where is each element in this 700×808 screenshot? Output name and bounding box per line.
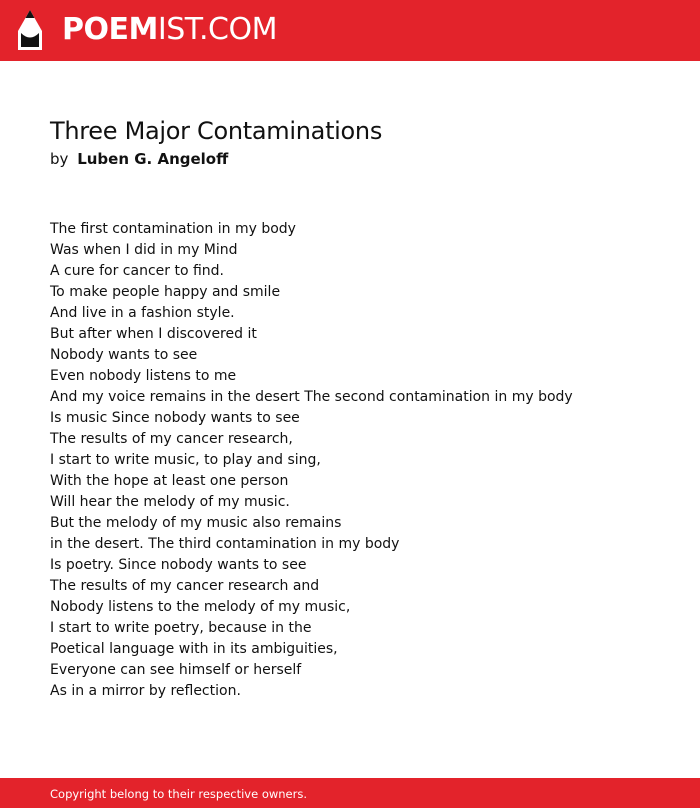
logo-light-text: IST.COM [157,12,277,47]
poem-line: To make people happy and smile [50,284,281,300]
poem-line: Even nobody listens to me [50,368,237,384]
poem-line: Is poetry. Since nobody wants to see [50,557,307,573]
poem-line: The first contamination in my body [50,221,296,237]
poem-line: Is music Since nobody wants to see [50,410,300,426]
poem-line: The results of my cancer research, [50,431,293,447]
poem-line: But after when I discovered it [50,326,257,342]
poem-body [50,219,670,702]
poem-line: And my voice remains in the desert The second contamination in my body [50,389,573,405]
pencil-icon [17,9,43,51]
poem-line: Nobody listens to the melody of my music, [50,599,351,615]
by-label: by [50,150,69,168]
poem-line: in the desert. The third contamination in my body [50,536,400,552]
poem-line: But the melody of my music also remains [50,515,342,531]
author-name: Luben G. Angeloff [77,150,229,168]
poem-line: With the hope at least one person [50,473,289,489]
logo-bold-text: POEM [62,12,158,47]
site-footer [0,778,700,808]
site-header [0,0,700,61]
poem-line: As in a mirror by reflection. [50,683,241,699]
poem-line: Poetical language with in its ambiguities, [50,641,338,657]
poem-line: Will hear the melody of my music. [50,494,290,510]
poem-line: I start to write music, to play and sing, [50,452,321,468]
copyright-text: Copyright belong to their respective owners. [50,787,308,801]
poem-line: And live in a fashion style. [50,305,235,321]
poem-line: Everyone can see himself or herself [50,662,302,678]
byline [50,149,228,169]
poem-line: I start to write poetry, because in the [50,620,312,636]
poem-line: Was when I did in my Mind [50,242,238,258]
poem-line: The results of my cancer research and [50,578,320,594]
poem-line: A cure for cancer to find. [50,263,225,279]
poem-title: Three Major Contaminations [50,117,383,145]
site-logo[interactable] [62,12,277,48]
poem-line: Nobody wants to see [50,347,198,363]
